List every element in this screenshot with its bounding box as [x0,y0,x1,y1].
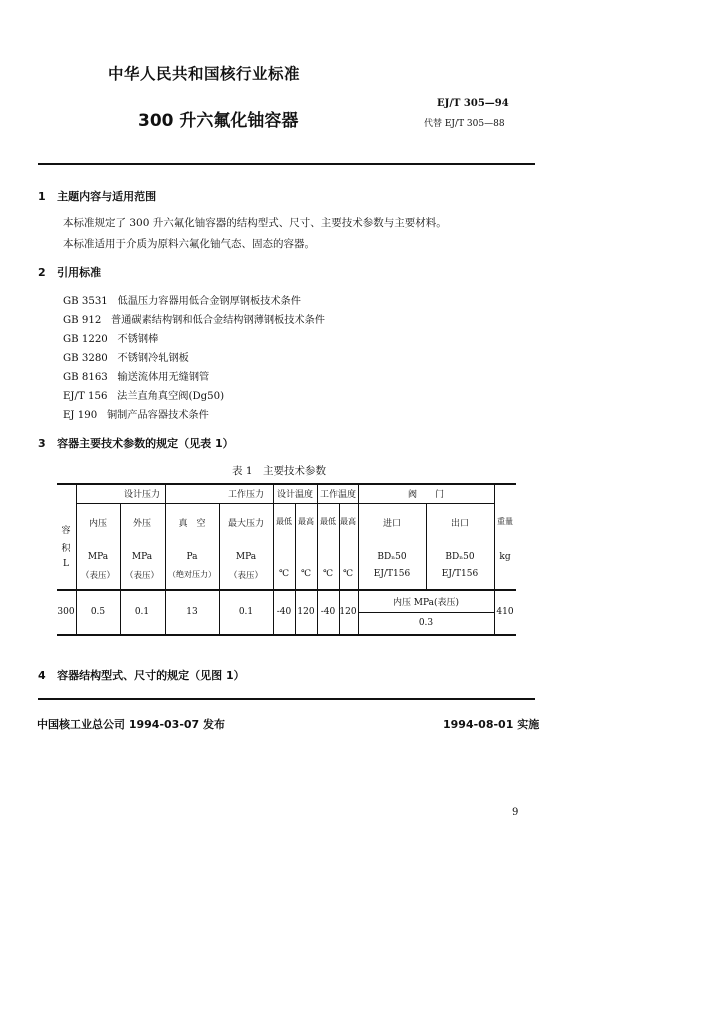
header-work-pressure: 工作压力 [227,490,265,500]
header-volume: 容 [61,526,71,536]
cell-valve-value: 0.3 [418,618,434,628]
effective-date: 1994-08-01 实施 [443,718,540,731]
table-header-bottom [57,589,516,591]
col-line [219,503,220,635]
col-line [317,483,318,635]
cell-valve-label: 内压 MPa(表压) [392,598,460,608]
cell-inner-pressure: 0.5 [90,607,106,617]
publisher-line: 中国核工业总公司 1994-03-07 发布 [37,718,226,731]
reference-item: GB 8163 输送流体用无缝钢管 [63,372,210,383]
scope-paragraph-1: 本标准规定了 300 升六氟化铀容器的结构型式、尺寸、主要技术参数与主要材料。 [63,217,447,229]
header-design-pressure: 设计压力 [123,490,161,500]
reference-item: GB 3280 不锈钢冷轧钢板 [63,353,189,364]
page-number: 9 [512,807,519,818]
header-design-temp: 设计温度 [276,490,314,500]
header-design-low: 最低 [276,517,292,526]
reference-item: EJ 190 铜制产品容器技术条件 [63,410,209,421]
unit-kg: kg [499,552,511,562]
col-line [76,483,77,635]
cell-work-high: 120 [339,607,357,617]
cell-volume: 300 [57,607,75,617]
col-line [426,503,427,590]
cell-design-low: -40 [276,607,292,617]
col-line [165,483,166,635]
header-valve: 阀 门 [407,490,445,500]
unit-celsius: ℃ [278,569,290,579]
unit-celsius: ℃ [342,569,354,579]
reference-item: GB 3531 低温压力容器用低合金钢厚钢板技术条件 [63,296,301,307]
cell-outer-pressure: 0.1 [134,607,150,617]
section-3-heading: 3 容器主要技术参数的规定（见表 1） [38,437,234,450]
reference-item: GB 912 普通碳素结构钢和低合金结构钢薄钢板技术条件 [63,315,325,326]
col-line [358,483,359,635]
header-weight: 重量 [497,517,513,526]
col-line [494,483,495,635]
footer-rule [38,698,535,700]
cell-vacuum: 13 [186,607,198,617]
header-outlet: 出口 [450,519,470,529]
unit-mpa: MPa [131,552,153,562]
col-line [295,503,296,635]
reference-item: GB 1220 不锈钢棒 [63,334,159,345]
col-line [273,483,274,635]
cell-design-high: 120 [297,607,315,617]
header-rule [38,163,535,165]
header-inlet: 进口 [382,519,402,529]
parameters-table [57,483,516,636]
header-work-temp: 工作温度 [319,490,357,500]
table-header-rule [76,503,494,504]
section-1-heading: 1 主题内容与适用范围 [38,190,157,203]
unit-absolute: （绝对压力） [168,570,216,579]
section-4-heading: 4 容器结构型式、尺寸的规定（见图 1） [38,669,245,682]
unit-inlet-bd: BDₙ50 [377,552,407,562]
header-volume-unit: L [63,559,69,569]
cell-work-low: -40 [320,607,336,617]
header-inner-pressure: 内压 [88,519,108,529]
unit-celsius: ℃ [322,569,334,579]
cell-weight: 410 [496,607,514,617]
scope-paragraph-2: 本标准适用于介质为原料六氟化铀气态、固态的容器。 [63,238,315,250]
reference-item: EJ/T 156 法兰直角真空阀(Dg50) [63,391,225,402]
table-caption: 表 1 主要技术参数 [232,465,327,477]
table-valve-split [358,612,494,613]
cell-max-pressure: 0.1 [238,607,254,617]
unit-mpa: MPa [87,552,109,562]
header-volume: 积 [61,544,71,554]
unit-mpa: MPa [235,552,257,562]
unit-gauge: （表压） [124,571,160,581]
unit-gauge: （表压） [228,571,264,581]
unit-celsius: ℃ [300,569,312,579]
document-title: 300 升六氟化铀容器 [138,111,299,131]
unit-pa: Pa [186,552,198,562]
header-outer-pressure: 外压 [132,519,152,529]
header-work-low: 最低 [320,517,336,526]
unit-outlet-std: EJ/T156 [441,569,479,579]
industry-standard-title: 中华人民共和国核行业标准 [108,65,301,83]
standard-code: EJ/T 305—94 [437,98,509,109]
header-work-high: 最高 [340,517,356,526]
header-vacuum: 真 空 [178,519,206,529]
table-border-top [57,483,516,485]
unit-gauge: （表压） [80,571,116,581]
header-design-high: 最高 [298,517,314,526]
replaces-code: 代替 EJ/T 305—88 [424,119,505,129]
section-2-heading: 2 引用标准 [38,266,102,279]
header-max-pressure: 最大压力 [227,519,265,529]
col-line [120,503,121,635]
unit-inlet-std: EJ/T156 [373,569,411,579]
unit-outlet-bd: BDₙ50 [445,552,475,562]
table-border-bottom [57,634,516,636]
